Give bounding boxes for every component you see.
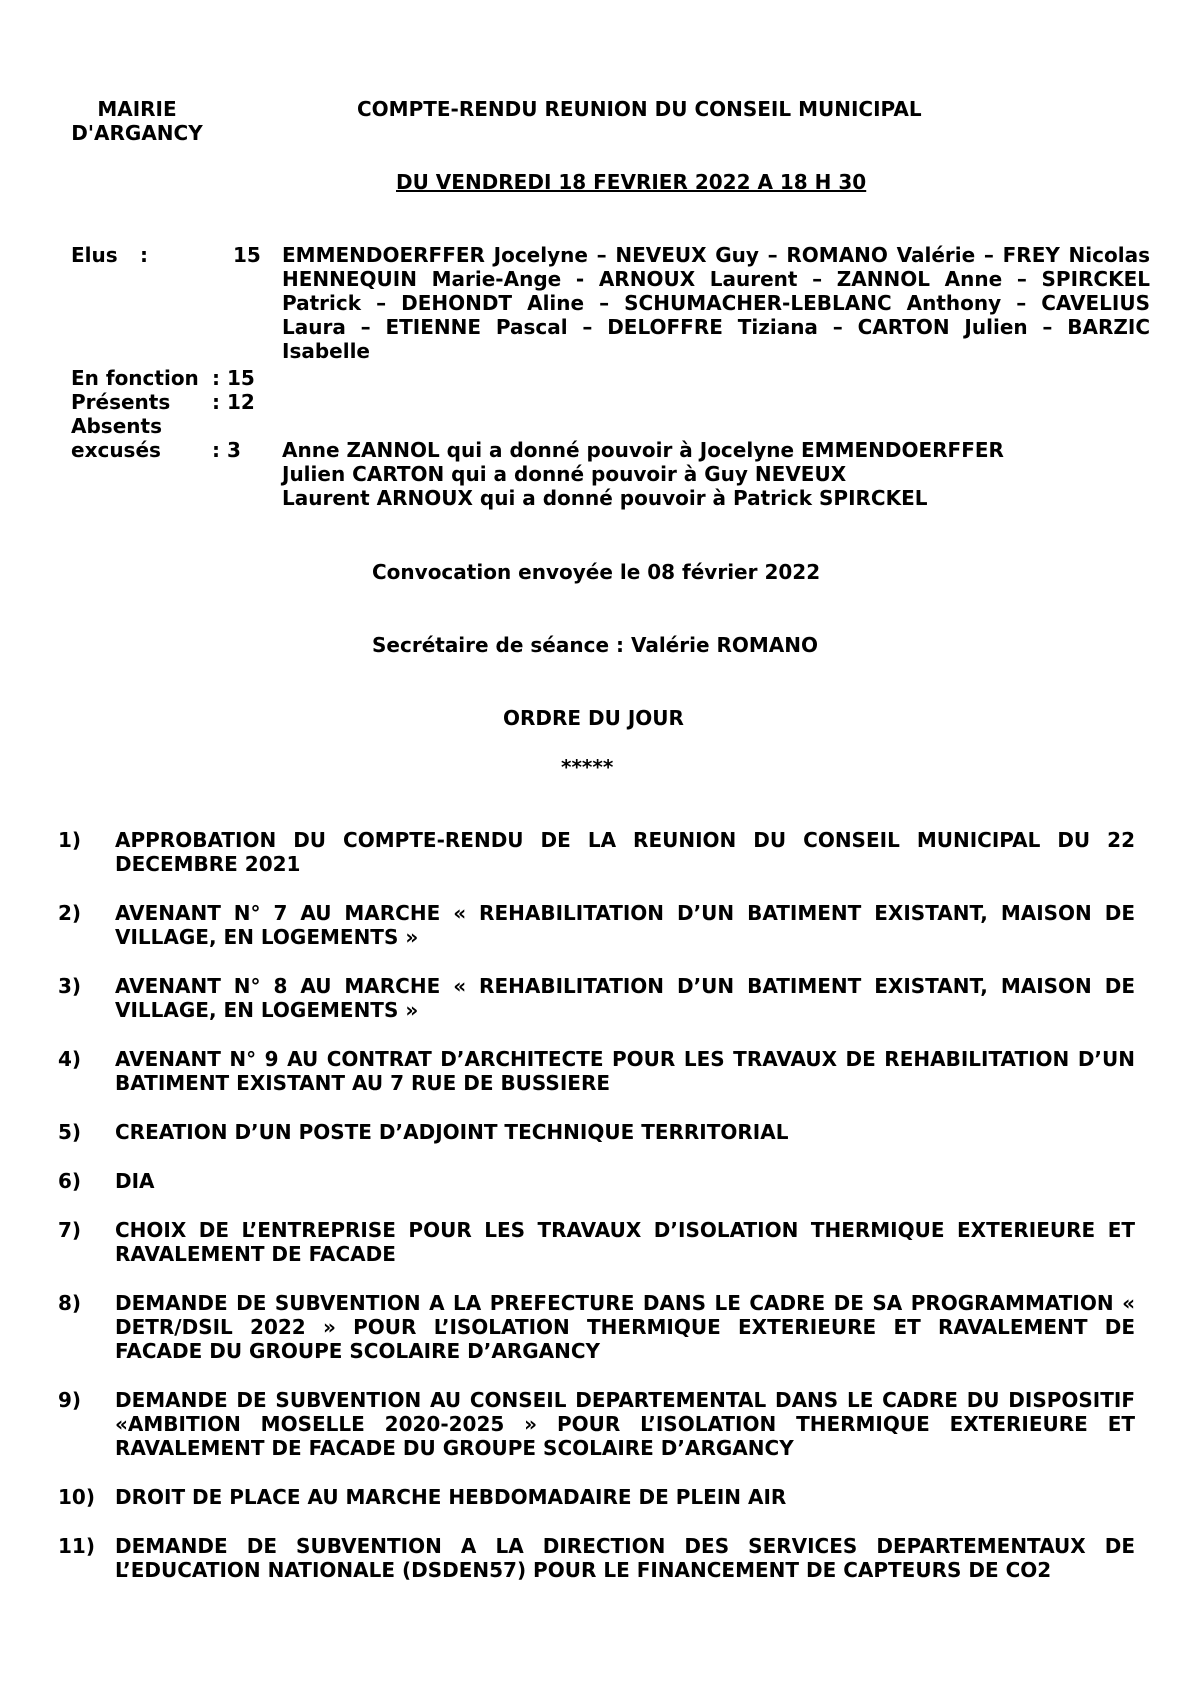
- absent-entry: Laurent ARNOUX qui a donné pouvoir à Patrick SPIRCKEL: [282, 486, 928, 510]
- agenda-item: AVENANT N° 7 AU MARCHE « REHABILITATION D’UN BATIMENT EXISTANT, MAISON DE VILLAGE, EN LOGEMENTS »: [115, 901, 1135, 949]
- agenda-item: DEMANDE DE SUBVENTION A LA PREFECTURE DANS LE CADRE DE SA PROGRAMMATION « DETR/DSIL 2022 » POUR L’ISOLATION THERMIQUE EXTERIEURE ET RAVALEMENT DE FACADE DU GROUPE SCOLAIRE D’ARGANCY: [115, 1291, 1135, 1363]
- absents-label: Absents: [71, 414, 162, 438]
- convocation-date: Convocation envoyée le 08 février 2022: [372, 560, 821, 584]
- item-number: 9): [58, 1388, 82, 1412]
- agenda-item: DROIT DE PLACE AU MARCHE HEBDOMADAIRE DE PLEIN AIR: [115, 1485, 787, 1509]
- absent-entry: Julien CARTON qui a donné pouvoir à Guy NEVEUX: [282, 462, 847, 486]
- secretaire-seance: Secrétaire de séance : Valérie ROMANO: [372, 633, 819, 657]
- item-number: 1): [58, 828, 82, 852]
- item-number: 8): [58, 1291, 82, 1315]
- elus-count: 15: [233, 243, 261, 267]
- excuses-label: excusés: [71, 438, 161, 462]
- agenda-item: AVENANT N° 9 AU CONTRAT D’ARCHITECTE POUR LES TRAVAUX DE REHABILITATION D’UN BATIMENT EXISTANT AU 7 RUE DE BUSSIERE: [115, 1047, 1135, 1095]
- en-fonction-label: En fonction: [71, 366, 199, 390]
- elus-colon: :: [140, 243, 148, 267]
- item-number: 7): [58, 1218, 82, 1242]
- agenda-item: CREATION D’UN POSTE D’ADJOINT TECHNIQUE TERRITORIAL: [115, 1120, 789, 1144]
- item-number: 3): [58, 974, 82, 998]
- item-number: 5): [58, 1120, 82, 1144]
- separator-stars: *****: [561, 755, 614, 779]
- item-number: 6): [58, 1169, 82, 1193]
- ordre-du-jour-title: ORDRE DU JOUR: [503, 706, 684, 730]
- document-title: COMPTE-RENDU REUNION DU CONSEIL MUNICIPAL: [357, 97, 922, 121]
- en-fonction-value: : 15: [212, 366, 255, 390]
- elus-names: EMMENDOERFFER Jocelyne – NEVEUX Guy – ROMANO Valérie – FREY Nicolas HENNEQUIN Marie-Ange - ARNOUX Laurent – ZANNOL Anne – SPIRCKEL Patrick – DEHONDT Aline – SCHUMACHER-LEBLANC Anthony – CAVELIUS Laura – ETIENNE Pascal – DELOFFRE Tiziana – CARTON Julien – BARZIC Isabelle: [282, 243, 1150, 363]
- presents-value: : 12: [212, 390, 255, 414]
- agenda-item: DEMANDE DE SUBVENTION AU CONSEIL DEPARTEMENTAL DANS LE CADRE DU DISPOSITIF «AMBITION MOSELLE 2020-2025 » POUR L’ISOLATION THERMIQUE EXTERIEURE ET RAVALEMENT DE FACADE DU GROUPE SCOLAIRE D’ARGANCY: [115, 1388, 1135, 1460]
- agenda-item: AVENANT N° 8 AU MARCHE « REHABILITATION D’UN BATIMENT EXISTANT, MAISON DE VILLAGE, EN LOGEMENTS »: [115, 974, 1135, 1022]
- item-number: 11): [58, 1534, 95, 1558]
- absent-entry: Anne ZANNOL qui a donné pouvoir à Jocelyne EMMENDOERFFER: [282, 438, 1004, 462]
- presents-label: Présents: [71, 390, 171, 414]
- agenda-item: CHOIX DE L’ENTREPRISE POUR LES TRAVAUX D’ISOLATION THERMIQUE EXTERIEURE ET RAVALEMENT DE FACADE: [115, 1218, 1135, 1266]
- elus-label: Elus: [71, 243, 118, 267]
- mairie-label: MAIRIE D'ARGANCY: [71, 97, 203, 145]
- item-number: 2): [58, 901, 82, 925]
- item-number: 4): [58, 1047, 82, 1071]
- meeting-date: DU VENDREDI 18 FEVRIER 2022 A 18 H 30: [396, 170, 867, 194]
- agenda-item: DIA: [115, 1169, 155, 1193]
- absents-value: : 3: [212, 438, 241, 462]
- item-number: 10): [58, 1485, 95, 1509]
- agenda-item: APPROBATION DU COMPTE-RENDU DE LA REUNION DU CONSEIL MUNICIPAL DU 22 DECEMBRE 2021: [115, 828, 1135, 876]
- agenda-item: DEMANDE DE SUBVENTION A LA DIRECTION DES SERVICES DEPARTEMENTAUX DE L’EDUCATION NATIONALE (DSDEN57) POUR LE FINANCEMENT DE CAPTEURS DE CO2: [115, 1534, 1135, 1582]
